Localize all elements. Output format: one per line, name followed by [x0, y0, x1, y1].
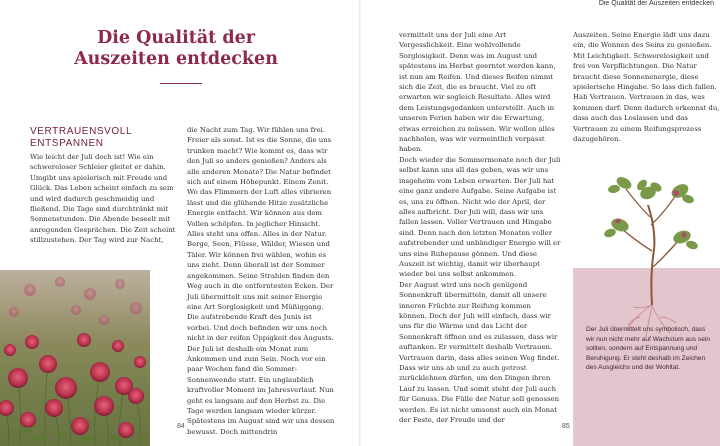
text-column-4 [573, 30, 720, 144]
running-header: Die Qualität der Auszeiten entdecken [598, 0, 714, 7]
paragraph: vermittelt uns der Juli eine Art Vergesslichkeit. Eine wohlvollende Sorglosigkeit. Denn was im August und spätestens im Herbst geerntet werden kann, ist nun am Reifen. Und dieses Reifen nimmt sich die Zeit, die es braucht. Viel zu oft erwarten wir sogleich Resultate. Alles wird dem Leistungsgedanken unterstellt. Auch in unseren Ferien haben wir die Erwartung, etwas erreichen zu müssen. Wir wollen alles nachholen, was wir vermeintlich verpasst haben. [399, 31, 556, 154]
title-divider [160, 83, 202, 84]
text-column-3 [399, 30, 561, 425]
book-spine [359, 0, 361, 446]
page-number-left: 84 [177, 423, 185, 430]
paragraph: Doch wieder die Sommermonate noch der Juli selbst kann uns all das geben, was wir uns insgeheim vom Leben erwarten. Der Juli hat eine ganz andere Aufgabe. Seine Aufgabe ist es, uns zu öffnen. Nicht wie der April, der alles aufbricht. Der Juli will, dass wir uns fallen lassen. Voller Vertrauen und Hingabe sind. Denn nach den letzten Monaten voller aufstrebender und unbändiger Energie will er uns eine Ruhepause gönnen. Und diese Auszeit ist wichtig, damit wir überhaupt wieder bei uns selbst ankommen. [399, 155, 561, 279]
paragraph: die Nacht zum Tag. Wir fühlen uns frei. Freier als sonst. Ist es die Sonne, die uns trunken macht? Wie kommt es, dass wir den Juli so anders genießen? Anders als alle anderen Monate? Die Natur befindet sich auf einem Höhepunkt. Einem Zenit. Wo das Flimmern der Luft alles vibrieren lässt und die glühende Hitze zusätzliche Energie entfacht. Wir können aus dem Vollen schöpfen. In jeglicher Hinsicht. Alles steht uns offen. Alles in der Natur. Berge, Seen, Flüsse, Wälder, Wiesen und Täler. Wir können frei wählen, wohin es uns zieht. Denn überall ist der Sommer angekommen. Seine Strahlen finden den Weg auch in die entferntesten Ecken. Der Juli übermittelt uns mit seiner Energie eine Art Sorglosigkeit und Müßiggang. Die aufstrebende Kraft des Junis ist vorbei. Und doch befinden wir uns noch nicht in der reifen Üppigkeit des Augusts. Der Juli ist deshalb ein Monat zum Ankommen und zum Sein. Noch vor ein paar Wochen fand die Sommer-Sonnenwende statt. Ein unglaublich kraftvoller Moment im Jahresverlauf. Nun geht es langsam auf den Herbst zu. Die Tage werden langsam wieder kürzer. Spätestens im August sind wir uns dessen bewusst. Doch mittendrin [187, 126, 335, 436]
text-column-2 [187, 125, 337, 437]
flower-field-image [0, 270, 150, 446]
image-caption: Der Juli übermittelt uns symbolisch, dass wir nun nicht mehr auf Wachstum aus sein sollten, sondern auf Entspannung und Beruhigung. Er steht deshalb im Zeichen des Ausgleichs und der Wohltat. [586, 326, 710, 372]
paragraph: Der August wird uns noch genügend Sonnenkraft übermitteln, damit all unsere inneren Früchte zur Reifung kommen können. Doch der Juli will einfach, dass wir uns für die Wärme und das Licht der Sonnenkraft öffnen und es zulassen, dass wir auftanken. Er vermittelt deshalb Vertrauen. Vertrauen darin, dass alles seinen Weg findet. Dass wir uns ab und zu auch getrost zurücklehnen dürfen, um den Dingen ihren Lauf zu lassen. Und somit steht der Juli auch für Genuss. Die Fülle der Natur soll genossen werden. Es ist nicht umsonst auch ein Monat der Feste, der Freude und der [399, 280, 560, 425]
paragraph: Auszeiten. Seine Energie lädt uns dazu ein, die Wonnen des Seins zu genießen. Mit Leichtigkeit. Schwerelosigkeit und frei von Verpflichtungen. Die Natur braucht diese Sonnenenergie, diese spielerische Hingabe. So lass dich fallen. Hab Vertrauen. Vertrauen in das, was kommen darf. Denn dadurch erkennst du, dass auch das Loslassen und das Vertrauen zu einem Reifungsprozess dazugehören. [573, 31, 720, 144]
section-heading: VERTRAUENSVOLL ENTSPANNEN [30, 126, 132, 149]
page-number-right: 85 [562, 423, 570, 430]
seedling-illustration [596, 155, 706, 340]
paragraph: Wie leicht der Juli doch ist! Wie ein schwereloser Schleier gleitet er dahin. Umgibt uns spielerisch mit Freude und Glück. Das Leben scheint einfach zu sein und wird dadurch geschmeidig und fließend. Die Tage sind durchtränkt mit Sonnenstunden. Die Abende beseelt mit anregenden Gesprächen. Die Zeit scheint stillzustehen. Der Tag wird zur Nacht, [30, 153, 176, 245]
page-title: Die Qualität der Auszeiten entdecken [74, 28, 278, 69]
text-column-1 [30, 152, 178, 246]
clover-flowers-photo [0, 270, 150, 446]
